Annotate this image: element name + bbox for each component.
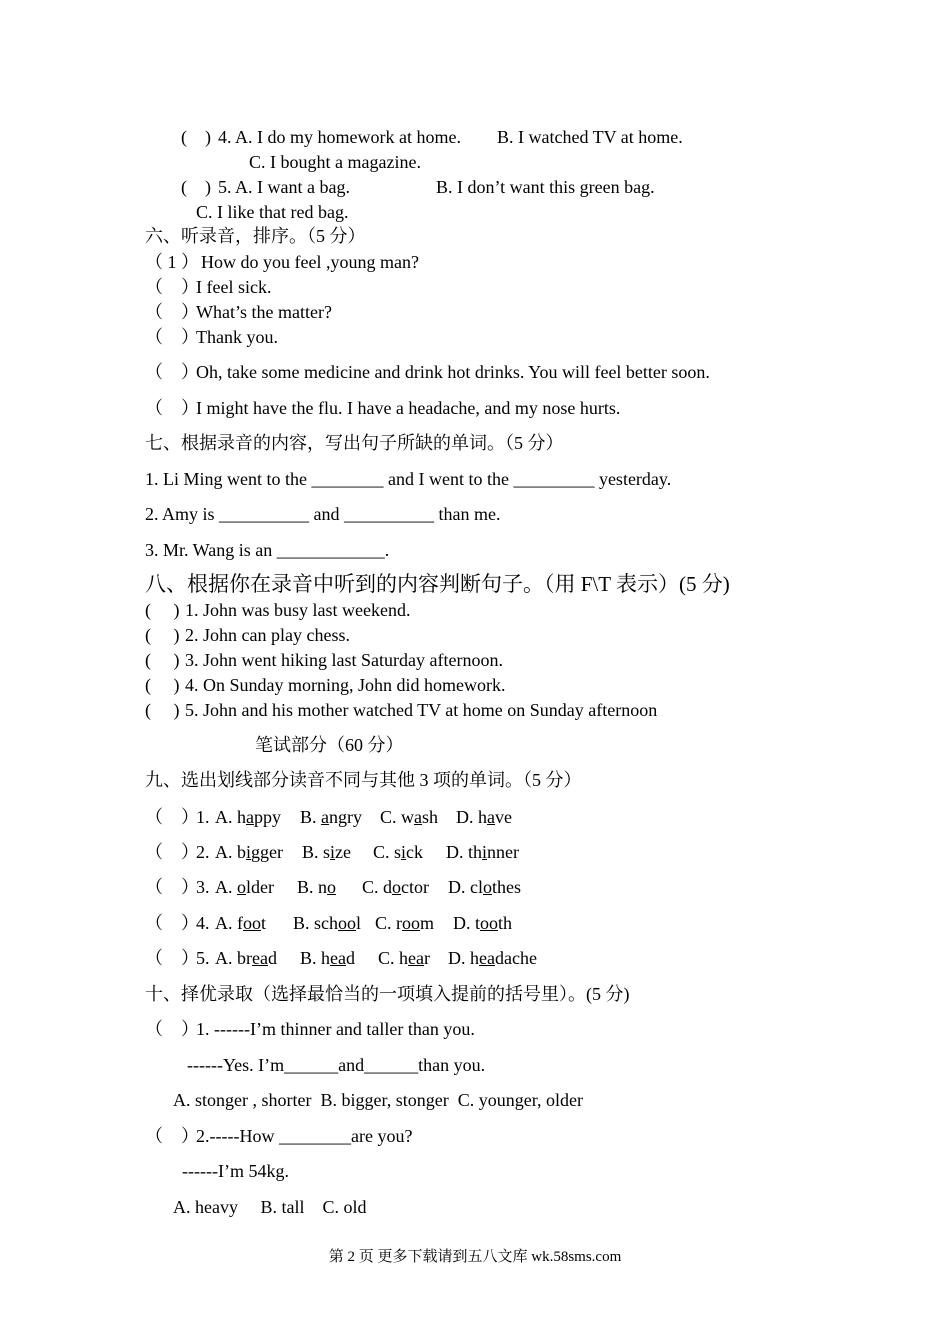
word-part: w	[401, 807, 415, 827]
section8-item-paren: ( )	[145, 600, 180, 620]
underlined-letters: ea	[479, 948, 495, 968]
option-letter: C.	[362, 877, 379, 897]
word-part: th	[468, 842, 483, 862]
option-letter: A.	[215, 913, 233, 933]
option-letter: D.	[446, 842, 464, 862]
section8-item-text: 3. John went hiking last Saturday afternoon.	[185, 650, 503, 670]
section9-row-paren: （ ）	[145, 842, 199, 862]
section6-item-text: How do you feel ,young man?	[201, 252, 419, 272]
underlined-letters: oo	[243, 913, 261, 933]
section10-q2-answer: ------I’m 54kg.	[182, 1161, 289, 1181]
underlined-letters: o	[327, 877, 337, 897]
section6-item-text: Thank you.	[196, 327, 278, 347]
word-part: d	[267, 948, 277, 968]
option-letter: B.	[302, 842, 319, 862]
word-part: h	[470, 948, 479, 968]
option-letter: B.	[297, 877, 314, 897]
underlined-letters: ea	[252, 948, 268, 968]
section9-option	[293, 912, 361, 934]
section10-q1-paren: （ ）	[145, 1019, 199, 1039]
section8-item-paren: ( )	[145, 650, 180, 670]
section9-row-number: 5.	[196, 948, 210, 968]
underlined-letters: o	[483, 877, 492, 897]
section9-option	[375, 912, 434, 934]
section10-q1-question: 1. ------I’m thinner and taller than you.	[196, 1019, 475, 1039]
section8-item-text: 2. John can play chess.	[185, 625, 350, 645]
word-part: th	[498, 913, 513, 933]
word-part: ngry	[329, 807, 363, 827]
section9-option	[215, 912, 266, 934]
underlined-letters: a	[487, 807, 495, 827]
section9-row-number: 2.	[196, 842, 210, 862]
option-letter: A.	[215, 842, 233, 862]
option-letter: D.	[448, 948, 466, 968]
section6-item-paren: （ ）	[145, 277, 199, 297]
option-letter: B.	[300, 948, 317, 968]
q5-paren: ( )	[181, 177, 211, 197]
section9-row-number: 4.	[196, 913, 210, 933]
section8-item-text: 5. John and his mother watched TV at home on Sunday afternoon	[185, 700, 658, 720]
underlined-letters: oo	[480, 913, 499, 933]
underlined-letters: oo	[338, 913, 357, 933]
section9-option	[300, 947, 355, 969]
section9-option	[448, 947, 537, 969]
section9-row-paren: （ ）	[145, 913, 199, 933]
q4-option-b: B. I watched TV at home.	[497, 127, 683, 147]
underlined-letters: o	[392, 877, 402, 897]
word-part: s	[394, 842, 402, 862]
word-part: h	[321, 948, 331, 968]
section10-q1-options: A. stonger , shorter B. bigger, stonger C. younger, older	[173, 1090, 583, 1110]
underlined-letters: ea	[408, 948, 424, 968]
option-letter: A.	[215, 877, 233, 897]
word-part: h	[237, 807, 246, 827]
word-part: d	[346, 948, 355, 968]
option-letter: D.	[448, 877, 466, 897]
section9-option	[378, 947, 430, 969]
option-letter: B.	[300, 807, 317, 827]
word-part: ctor	[401, 877, 429, 897]
q5-option-b: B. I don’t want this green bag.	[436, 177, 655, 197]
section7-line: 1. Li Ming went to the ________ and I went to the _________ yesterday.	[145, 469, 672, 489]
word-part: m	[420, 913, 435, 933]
word-part: thes	[492, 877, 521, 897]
word-part: n	[318, 877, 328, 897]
section9-row-paren: （ ）	[145, 807, 199, 827]
section9-option	[297, 876, 336, 898]
section10-q2-question: 2.-----How ________are you?	[196, 1126, 413, 1146]
word-part: h	[399, 948, 409, 968]
word-part: cl	[470, 877, 483, 897]
word-part: l	[356, 913, 362, 933]
section8-item-text: 4. On Sunday morning, John did homework.	[185, 675, 506, 695]
word-part: s	[323, 842, 331, 862]
section9-option	[456, 806, 512, 828]
word-part: dache	[494, 948, 537, 968]
section10-heading: 十、择优录取（选择最恰当的一项填入提前的括号里）。(5 分)	[145, 984, 630, 1004]
section6-item-text: I feel sick.	[196, 277, 272, 297]
word-part: gger	[251, 842, 283, 862]
underlined-letters: i	[330, 842, 336, 862]
option-letter: A.	[215, 948, 233, 968]
word-part: sch	[314, 913, 339, 933]
section9-option	[453, 912, 512, 934]
section8-heading: 八、根据你在录音中听到的内容判断句子。（用 F\T 表示）(5 分)	[145, 572, 730, 596]
word-part: ppy	[254, 807, 281, 827]
section9-option	[300, 806, 362, 828]
section9-option	[215, 947, 277, 969]
section9-option	[302, 841, 351, 863]
section9-option	[373, 841, 423, 863]
section10-q2-options: A. heavy B. tall C. old	[173, 1197, 367, 1217]
word-part: lder	[246, 877, 274, 897]
q5-option-a: 5. A. I want a bag.	[218, 177, 350, 197]
word-part: r	[396, 913, 403, 933]
page-footer: 第 2 页 更多下载请到五八文库 wk.58sms.com	[328, 1249, 622, 1265]
section6-item-paren: （ ）	[145, 362, 199, 382]
section6-item-text: Oh, take some medicine and drink hot drinks. You will feel better soon.	[196, 362, 710, 382]
option-letter: C.	[375, 913, 392, 933]
section9-row-paren: （ ）	[145, 877, 199, 897]
section9-option	[448, 876, 521, 898]
underlined-letters: a	[414, 807, 423, 827]
word-part: ck	[406, 842, 424, 862]
section6-item-paren: （ 1 ）	[145, 252, 199, 272]
word-part: nner	[487, 842, 520, 862]
section9-option	[362, 876, 429, 898]
section9-option	[215, 876, 274, 898]
word-part: br	[237, 948, 252, 968]
underlined-letters: oo	[402, 913, 421, 933]
section6-item-paren: （ ）	[145, 398, 199, 418]
section8-item-text: 1. John was busy last weekend.	[185, 600, 411, 620]
section8-item-paren: ( )	[145, 625, 180, 645]
option-letter: D.	[456, 807, 474, 827]
word-part: t	[475, 913, 481, 933]
underlined-letters: a	[246, 807, 254, 827]
section6-item-text: I might have the flu. I have a headache, and my nose hurts.	[196, 398, 621, 418]
q4-paren: ( )	[181, 127, 211, 147]
section8-item-paren: ( )	[145, 700, 180, 720]
underlined-letters: o	[237, 877, 246, 897]
section9-option	[215, 806, 281, 828]
section10-q1-answer: ------Yes. I’m______and______than you.	[187, 1055, 486, 1075]
option-letter: C.	[380, 807, 397, 827]
q4-option-c: C. I bought a magazine.	[249, 152, 421, 172]
section9-row-paren: （ ）	[145, 948, 199, 968]
underlined-letters: i	[401, 842, 407, 862]
section6-item-paren: （ ）	[145, 302, 199, 322]
word-part: sh	[422, 807, 439, 827]
section9-heading: 九、选出划线部分读音不同与其他 3 项的单词。（5 分）	[145, 770, 582, 790]
section9-option	[446, 841, 519, 863]
underlined-letters: a	[321, 807, 330, 827]
word-part: b	[237, 842, 246, 862]
word-part: h	[478, 807, 487, 827]
section8-item-paren: ( )	[145, 675, 180, 695]
section6-heading: 六、听录音，排序。（5 分）	[145, 226, 366, 246]
word-part: f	[237, 913, 243, 933]
q4-option-a: 4. A. I do my homework at home.	[218, 127, 461, 147]
option-letter: D.	[453, 913, 471, 933]
section9-row-number: 3.	[196, 877, 210, 897]
word-part: r	[424, 948, 430, 968]
section7-line: 2. Amy is __________ and __________ than me.	[145, 504, 501, 524]
written-part-heading: 笔试部分（60 分）	[255, 735, 404, 755]
section6-item-text: What’s the matter?	[196, 302, 332, 322]
option-letter: A.	[215, 807, 233, 827]
section9-option	[215, 841, 283, 863]
section6-item-paren: （ ）	[145, 327, 199, 347]
section7-line: 3. Mr. Wang is an ____________.	[145, 540, 390, 560]
word-part: d	[383, 877, 393, 897]
word-part: ve	[495, 807, 512, 827]
section10-q2-paren: （ ）	[145, 1126, 199, 1146]
section9-option	[380, 806, 438, 828]
underlined-letters: i	[482, 842, 488, 862]
word-part: t	[261, 913, 267, 933]
section7-heading: 七、根据录音的内容，写出句子所缺的单词。（5 分）	[145, 433, 564, 453]
option-letter: B.	[293, 913, 310, 933]
option-letter: C.	[378, 948, 395, 968]
underlined-letters: ea	[330, 948, 346, 968]
word-part: ze	[335, 842, 352, 862]
section9-row-number: 1.	[196, 807, 210, 827]
underlined-letters: i	[246, 842, 252, 862]
option-letter: C.	[373, 842, 390, 862]
q5-option-c: C. I like that red bag.	[196, 202, 349, 222]
